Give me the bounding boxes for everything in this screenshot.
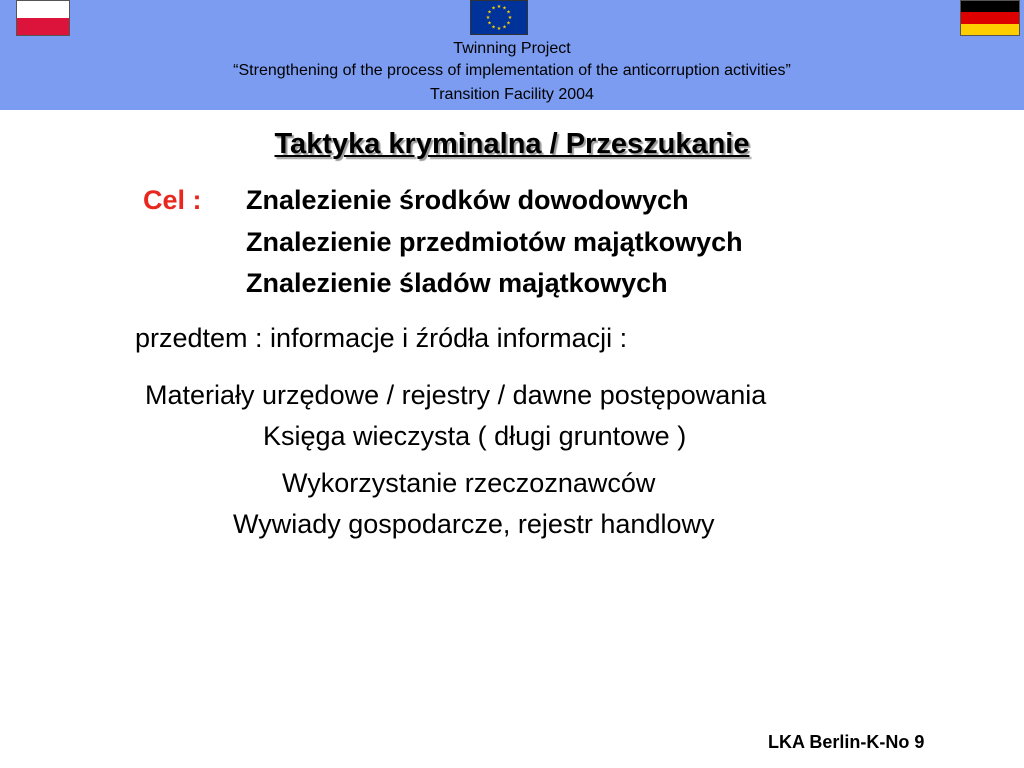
eu-star-icon: ★: [496, 4, 502, 11]
eu-star-icon: ★: [506, 20, 511, 27]
header-banner: [0, 0, 1024, 110]
source-item: Wywiady gospodarcze, rejestr handlowy: [233, 509, 715, 539]
footer-page-label: LKA Berlin-K-No 9: [768, 732, 925, 752]
header-line-subtitle: “Strengthening of the process of implementation of the anticorruption activities”: [233, 62, 791, 79]
eu-star-icon: ★: [502, 24, 507, 31]
eu-star-icon: ★: [491, 24, 496, 31]
eu-star-icon: ★: [496, 26, 502, 33]
slide-title: Taktyka kryminalna / Przeszukanie: [274, 128, 750, 160]
goal-item: Znalezienie śladów majątkowych: [246, 268, 668, 298]
germany-flag-icon: [960, 0, 1020, 36]
header-line-project: Twinning Project: [453, 40, 571, 57]
poland-flag-icon: [16, 0, 70, 36]
goal-label: Cel :: [143, 185, 202, 215]
goal-item: Znalezienie przedmiotów majątkowych: [246, 227, 743, 257]
header-line-facility: Transition Facility 2004: [430, 86, 594, 103]
goal-item: Znalezienie środków dowodowych: [246, 185, 689, 215]
source-item: Księga wieczysta ( długi gruntowe ): [263, 421, 687, 451]
source-item: Wykorzystanie rzeczoznawców: [282, 468, 656, 498]
eu-star-icon: ★: [487, 9, 492, 16]
eu-flag-icon: [470, 0, 528, 35]
source-item: Materiały urzędowe / rejestry / dawne postępowania: [145, 380, 767, 410]
eu-star-icon: ★: [507, 15, 513, 22]
sources-intro: przedtem : informacje i źródła informacji :: [135, 323, 628, 353]
eu-star-icon: ★: [491, 5, 496, 12]
eu-star-icon: ★: [485, 15, 491, 22]
eu-star-icon: ★: [506, 9, 511, 16]
eu-star-icon: ★: [487, 20, 492, 27]
eu-star-icon: ★: [502, 5, 507, 12]
